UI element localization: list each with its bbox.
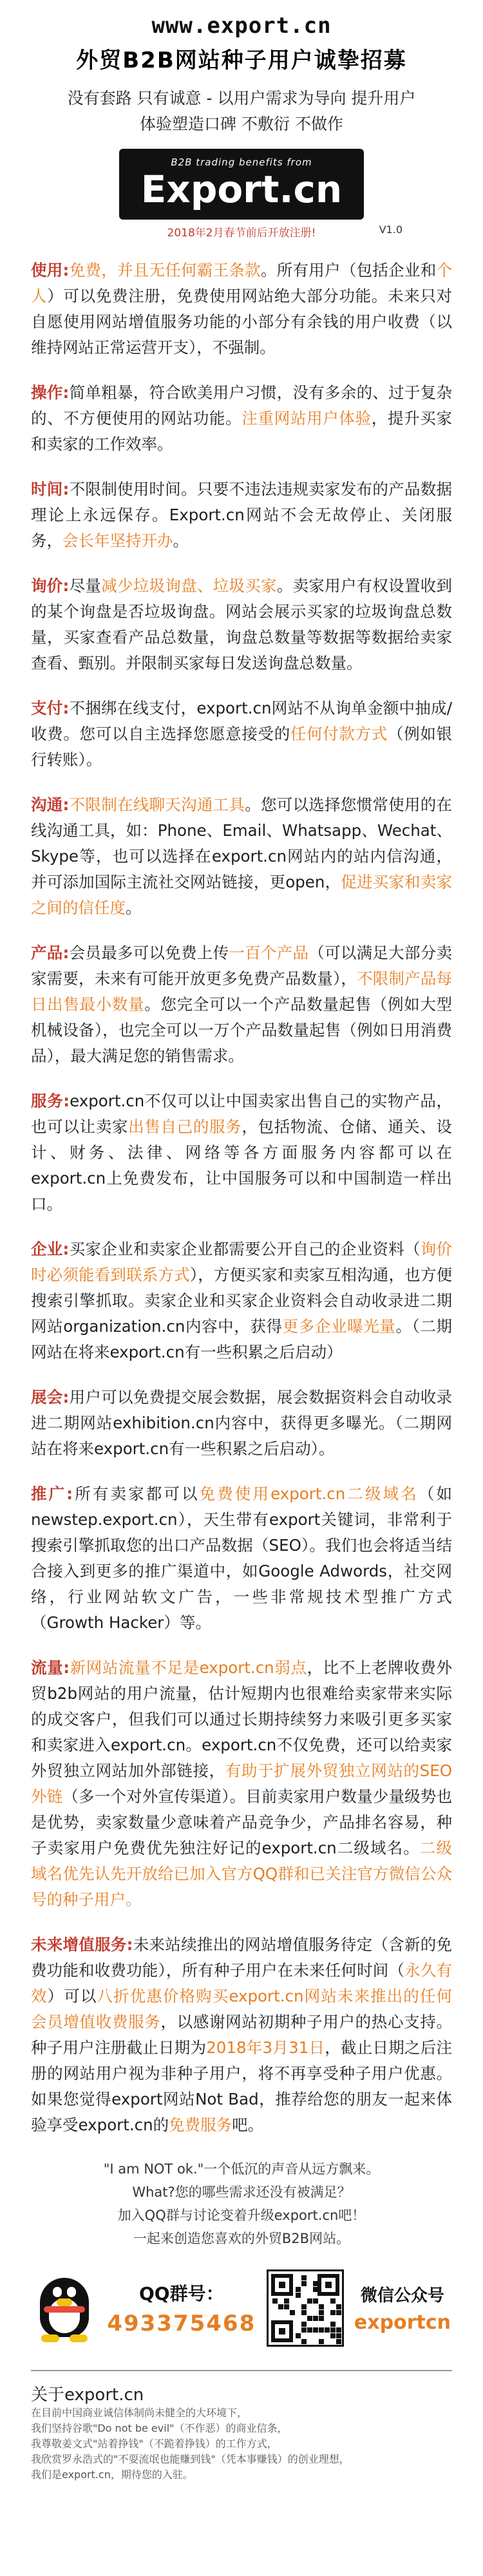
logo-name: Export.cn — [140, 167, 343, 211]
feature-label: 沟通: — [31, 795, 70, 814]
highlighted-text: 任何付款方式 — [290, 724, 388, 743]
highlighted-text: 会长年坚持开办 — [62, 531, 173, 550]
feature-label: 支付: — [31, 699, 70, 717]
feature-label: 时间: — [31, 480, 70, 498]
highlighted-text: 减少垃圾询盘、垃圾买家 — [101, 576, 277, 595]
about-line: 我们是export.cn，期待您的入驻。 — [31, 2468, 193, 2481]
feature-paragraph — [31, 1655, 452, 1913]
feature-text: 未来站续推出的网站增值服务待定（含新的免费功能和收费功能），所有种子用户在未来任何时间（ — [31, 1935, 452, 1980]
qq-group-number[interactable]: 493375468 — [107, 2311, 256, 2336]
feature-text: ）可以免费注册，免费使用网站绝大部分功能。未来只对自愿使用网站增值服务功能的小部分有余钱的用户收费（以维持网站正常运营开支），不强制。 — [31, 287, 453, 357]
highlighted-text: 新网站流量不足是export.cn弱点 — [70, 1658, 307, 1677]
about-line: 我尊敬姜文式"站着挣钱"（不跪着挣钱）的工作方式， — [31, 2438, 278, 2450]
feature-label: 企业: — [31, 1240, 70, 1258]
feature-text: ，包括物流、仓储、通关、设计、财务、法律、网络等各方面服务内容都可以在export.cn上免费发布，让中国服务可以和中国制造一样出口。 — [31, 1117, 453, 1213]
feature-paragraph — [31, 380, 452, 457]
feature-paragraph — [31, 792, 452, 921]
qq-penguin-icon — [32, 2273, 97, 2344]
highlighted-text: 不限制产品每日出售最小数量 — [31, 969, 453, 1014]
about-line: 我们坚持谷歌"Do not be evil"（不作恶）的商业信条， — [31, 2422, 288, 2434]
feature-text: （例如银行转账）。 — [31, 724, 453, 769]
feature-label: 未来增值服务: — [31, 1935, 133, 1954]
site-url[interactable]: www.export.cn — [151, 13, 332, 39]
feature-text: 。（二期网站在将来export.cn有一些积累之后启动） — [31, 1317, 453, 1361]
feature-paragraph — [31, 940, 452, 1069]
motto-line-2: 体验塑造口碑 不敷衍 不做作 — [140, 115, 343, 133]
feature-text: 。 — [173, 531, 189, 550]
closing-line-3: 加入QQ群与讨论变着升级export.cn吧！ — [117, 2208, 366, 2223]
page-title: 外贸B2B网站种子用户诚挚招募 — [76, 48, 407, 73]
closing-line-1: "I am NOT ok."一个低沉的声音从远方飘来。 — [103, 2161, 380, 2177]
feature-label: 流量: — [31, 1658, 70, 1677]
feature-text: 。所有用户（包括企业和 — [260, 261, 437, 279]
wechat-qr-code-icon[interactable] — [267, 2269, 344, 2347]
wechat-account — [354, 2282, 451, 2334]
highlighted-text: 个人 — [31, 261, 452, 305]
launch-date-note: 2018年2月春节前后开放注册! — [167, 227, 316, 240]
feature-text: export.cn不仅可以让中国卖家出售自己的实物产品，也可以让卖家 — [31, 1092, 452, 1136]
feature-label: 使用: — [31, 261, 70, 279]
highlighted-text: 一百个产品 — [229, 943, 309, 962]
logo-subtitle: B2B trading benefits from — [171, 156, 312, 168]
feature-text: 吧。 — [232, 2116, 264, 2134]
feature-paragraph — [31, 1088, 452, 1217]
qq-group-label: QQ群号： — [138, 2283, 224, 2304]
logo-banner — [74, 149, 409, 240]
feature-text: （多一个对外宣传渠道）。目前卖家用户数量少量级势也是优势，卖家数量少意味着产品竞争少，产品排名容易，种子卖家用户免费优先独注好记的export.cn二级域名。 — [31, 1787, 453, 1857]
feature-list — [0, 240, 483, 2138]
feature-paragraph — [31, 477, 452, 554]
feature-label: 服务: — [31, 1092, 70, 1110]
feature-text: ）可以 — [47, 1987, 97, 2005]
logo — [119, 149, 364, 220]
feature-label: 询价: — [31, 576, 70, 595]
highlighted-text: 有助于扩展外贸独立网站的SEO外链 — [31, 1761, 452, 1806]
feature-text: ，以感谢网站初期种子用户的热心支持。种子用户注册截止日期为 — [31, 2012, 453, 2057]
feature-paragraph — [31, 258, 452, 361]
feature-text: ），方便买家和卖家互相沟通，也方便搜索引擎抓取。卖家企业和买家企业资料会自动收录进二期网站organization.cn内容中，获得 — [31, 1265, 452, 1336]
header — [0, 0, 483, 137]
feature-paragraph — [31, 1236, 452, 1365]
feature-text: ，截止日期之后注册的网站用户视为非种子用户，将不再享受种子用户优惠。如果您觉得export网站Not Bad，推荐给您的朋友一起来体验享受export.cn的 — [31, 2038, 453, 2134]
feature-text: 买家企业和卖家企业都需要公开自己的企业资料（ — [69, 1240, 421, 1258]
contact-row — [0, 2250, 483, 2347]
feature-paragraph — [31, 696, 452, 773]
feature-label: 展会: — [31, 1388, 70, 1406]
feature-text: 不捆绑在线支付，export.cn网站不从询单金额中抽成/收费。您可以自主选择您愿意接受的 — [31, 699, 452, 743]
feature-text: 所有卖家都可以 — [73, 1484, 200, 1503]
wechat-account-name[interactable]: exportcn — [354, 2311, 451, 2334]
highlighted-text: 促进买家和卖家之间的信任度 — [31, 873, 453, 917]
feature-text: （可以满足大部分卖家需要，未来有可能开放更多免费产品数量）， — [31, 943, 453, 988]
highlighted-text: 更多企业曝光量 — [282, 1317, 396, 1336]
about-section — [0, 2371, 483, 2483]
closing-line-2: What?您的哪些需求还没有被满足？ — [132, 2184, 351, 2200]
feature-paragraph — [31, 573, 452, 676]
about-title: 关于export.cn — [31, 2385, 144, 2405]
highlighted-text: 永久有效 — [31, 1961, 453, 2005]
highlighted-text: 出售自己的服务 — [128, 1117, 242, 1136]
wechat-label: 微信公众号 — [360, 2286, 444, 2306]
feature-paragraph — [31, 1385, 452, 1462]
feature-text: 用户可以免费提交展会数据，展会数据资料会自动收录进二期网站exhibition.cn内容中，获得更多曝光。（二期网站在将来export.cn有一些积累之后启动）。 — [31, 1388, 452, 1458]
motto-line-1: 没有套路 只有诚意 - 以用户需求为导向 提升用户 — [67, 89, 416, 108]
highlighted-text: 八折优惠价格购买export.cn网站未来推出的任何会员增值收费服务 — [31, 1987, 453, 2031]
feature-paragraph — [31, 1481, 452, 1636]
highlighted-text: 2018年3月31日 — [206, 2038, 325, 2057]
qq-group — [107, 2280, 256, 2336]
feature-text: 。您完全可以一个产品数量起售（例如大型机械设备），也完全可以一万个产品数量起售（例如日用消费品），最大满足您的销售需求。 — [31, 995, 453, 1065]
feature-text: ，提升买家和卖家的工作效率。 — [31, 409, 453, 453]
feature-label: 操作: — [31, 383, 70, 402]
highlighted-text: 免费使用export.cn二级域名 — [199, 1484, 419, 1503]
feature-paragraph — [31, 1932, 452, 2138]
feature-text: ，比不上老牌收费外贸b2b网站的用户流量，估计短期内也很难给卖家带来实际的成交客户，但我们可以通过长期持续努力来吸引更多买家和卖家进入export.cn。export.cn不仅免费，还可以给卖家外贸独立网站加外部链接， — [31, 1658, 452, 1780]
feature-text: （如 newstep.export.cn），天生带有export关键词，非常利于搜索引擎抓取您的出口产品数据（SEO）。我们也会将适当结合接入到更多的推广渠道中，如Google Adwords，社交网络，行业网站软文广告，一些非常规技术型推广方式（Growth Hacker）等。 — [31, 1484, 453, 1632]
about-line: 在目前中国商业诚信体制尚未健全的大环境下， — [31, 2407, 248, 2419]
highlighted-text: 免费，并且无任何霸王条款 — [69, 261, 261, 279]
motto — [0, 86, 483, 137]
highlighted-text: 免费服务 — [169, 2116, 232, 2134]
highlighted-text: 二级域名优先认先开放给已加入官方QQ群和已关注官方微信公众号的种子用户。 — [31, 1839, 453, 1909]
about-line: 我欣赏罗永浩式的"不耍流氓也能赚到钱"（凭本事赚钱）的创业理想， — [31, 2453, 350, 2465]
closing-line-4: 一起来创造您喜欢的外贸B2B网站。 — [133, 2231, 350, 2246]
feature-label: 推广: — [31, 1484, 73, 1503]
feature-text: 简单粗暴，符合欧美用户习惯，没有多余的、过于复杂的、不方便使用的网站功能。 — [31, 383, 452, 428]
feature-label: 产品: — [31, 943, 70, 962]
closing-message — [0, 2157, 483, 2250]
feature-text: 。您可以选择您惯常使用的在线沟通工具，如：Phone、Email、Whatsapp、Wechat、Skype等，也可以选择在export.cn网站内的站内信沟通，并可添加国际主流社交网站链接，更open， — [31, 795, 453, 891]
highlighted-text: 注重网站用户体验 — [242, 409, 372, 428]
highlighted-text: 询价时必须能看到联系方式 — [31, 1240, 452, 1284]
feature-text: 。卖家用户有权设置收到的某个询盘是否垃圾询盘。网站会展示买家的垃圾询盘总数量，买家查看产品总数量，询盘总数量等数据等数据给卖家查看、甄别。并限制买家每日发送询盘总数量。 — [31, 576, 453, 672]
highlighted-text: 不限制在线聊天沟通工具 — [69, 795, 245, 814]
feature-text: 会员最多可以免费上传 — [69, 943, 229, 962]
feature-text: 不限制使用时间。只要不违法违规卖家发布的产品数据理论上永远保存。Export.cn网站不会无故停止、关闭服务， — [31, 480, 452, 550]
logo-version: V1.0 — [379, 223, 402, 236]
about-text — [31, 2405, 452, 2483]
feature-text: 。 — [126, 898, 142, 917]
feature-text: 尽量 — [69, 576, 102, 595]
